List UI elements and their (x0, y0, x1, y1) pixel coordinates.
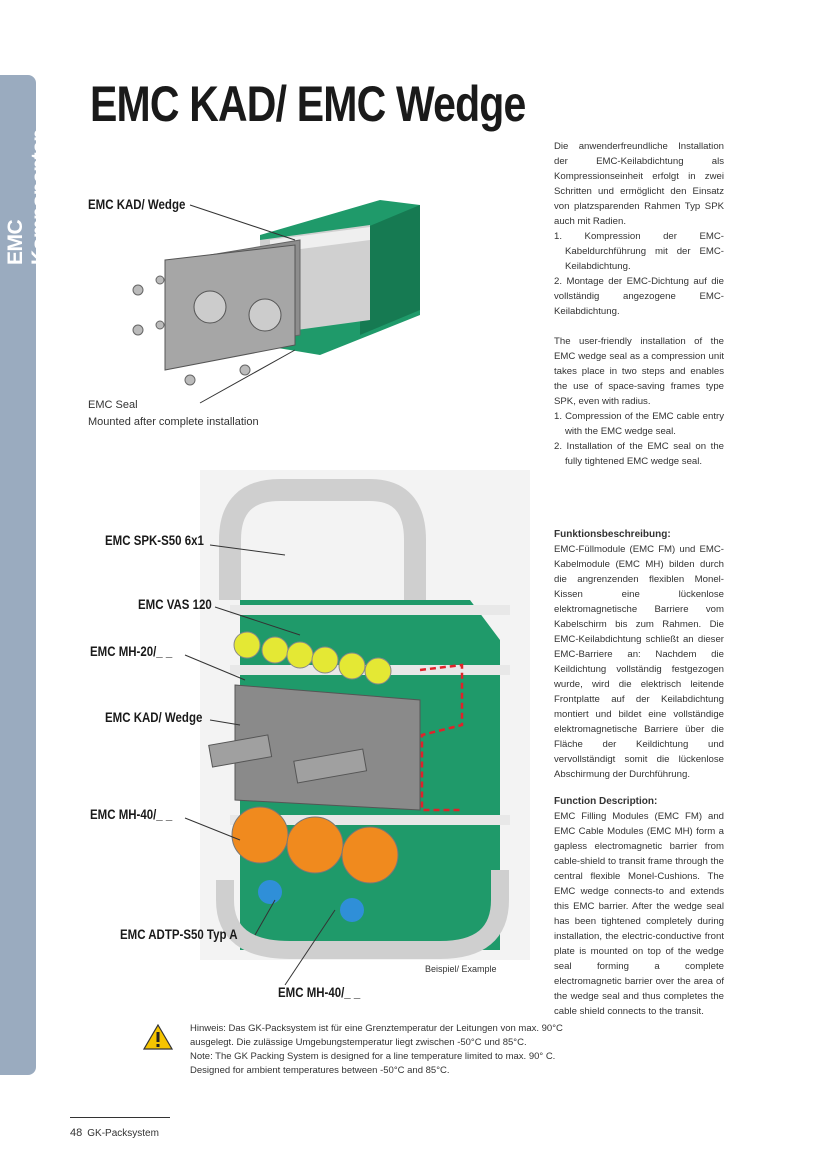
note-line-3: Note: The GK Packing System is designed for a line temperature limited to max. 90° C. (190, 1051, 556, 1062)
function-en-text: EMC Filling Modules (EMC FM) and EMC Cable Modules (EMC MH) form a gapless electromagnetic barrier from cable-shield to transit frame through the central flexible Monel-Cushions. The EMC wedge connects-to and extends this EMC barrier. After the wedge seal has been tightened completely during installation, the electric-conductive front plate is mounted on top of the wedge seal forming a complete electromagnetic barrier over the area of the wedge seal and thus completes the cable shield connects to the transit. (554, 811, 724, 1017)
function-de-text: EMC-Füllmodule (EMC FM) und EMC-Kabelmodule (EMC MH) bilden durch die angrenzenden flexiblen Monel-Kissen eine lückenlose elektromagnetische Barriere vom Kabelschirm bis zum Rahmen. Die EMC-Keilabdichtung schließt an dieser EMC-Barriere an: Nachdem die Keildichtung vollständig festgezogen wurde, wird die elektrisch leitende Frontplatte auf der Keilabdichtung montiert und bildet eine vollständige elektromagnetische Barriere über die Fläche der Keildichtung und vervollständigt somit die lückenlose Abschirmung der Durchführung. (554, 544, 724, 780)
transit-assembly-illustration (200, 470, 530, 960)
figure-caption: Beispiel/ Example (425, 964, 497, 974)
intro-en-step-2: 2. Installation of the EMC seal on the fully tightened EMC wedge seal. (554, 441, 724, 467)
label-emc-seal (88, 397, 259, 431)
footer (70, 1127, 159, 1139)
intro-en (554, 334, 724, 469)
note-line-1: Hinweis: Das GK-Packsystem ist für eine Grenztemperatur der Leitungen von max. 90°C (190, 1023, 563, 1034)
function-en-heading: Function Description: (554, 796, 658, 807)
intro-en-step-1: 1. Compression of the EMC cable entry with the EMC wedge seal. (554, 411, 724, 437)
label-emc-spk-s50: EMC SPK-S50 6x1 (105, 533, 204, 548)
warning-icon (143, 1024, 173, 1050)
note-line-2: ausgelegt. Die zulässige Umgebungstemperatur liegt zwischen -50°C und 85°C. (190, 1037, 527, 1048)
label-emc-seal-line2: Mounted after complete installation (88, 416, 259, 428)
page-number: 48 (70, 1127, 83, 1139)
label-emc-seal-line1: EMC Seal (88, 399, 138, 411)
note-line-4: Designed for ambient temperatures between -50°C and 85°C. (190, 1065, 450, 1076)
footer-text: GK-Packsystem (87, 1128, 159, 1139)
side-tab (0, 75, 51, 1075)
label-emc-vas-120: EMC VAS 120 (138, 597, 212, 612)
function-de (554, 527, 724, 782)
label-emc-mh-40-bottom: EMC MH-40/_ _ (278, 985, 361, 1000)
wedge-exploded-illustration (120, 195, 540, 395)
footer-divider (70, 1117, 170, 1118)
intro-de-step-2: 2. Montage der EMC-Dichtung auf die vollständig angezogene EMC-Keilabdichtung. (554, 276, 724, 317)
label-emc-adtp-s50: EMC ADTP-S50 Typ A (120, 927, 238, 942)
seal-leader-line (190, 345, 310, 405)
page-title: EMC KAD/ EMC Wedge (90, 76, 526, 132)
right-column (554, 139, 724, 1019)
side-tab-label: EMC Komponenten (4, 129, 51, 265)
label-emc-kad-wedge-top: EMC KAD/ Wedge (88, 197, 186, 212)
label-emc-mh-20: EMC MH-20/_ _ (90, 644, 173, 659)
label-emc-kad-wedge: EMC KAD/ Wedge (105, 710, 203, 725)
temperature-note (190, 1022, 563, 1078)
intro-de-step-1: 1. Kompression der EMC-Kabeldurchführung mit der EMC-Keilabdichtung. (554, 231, 724, 272)
intro-en-paragraph: The user-friendly installation of the EMC wedge seal as a compression unit takes place in two steps and enables the use of space-saving frames type SPK, even with radius. (554, 336, 724, 407)
intro-de-paragraph: Die anwenderfreundliche Installation der EMC-Keilabdichtung als Kompressionseinheit erfolgt in zwei Schritten und ermöglicht den Einsatz von platzsparenden Rahmen Typ SPK auch mit Radien. (554, 141, 724, 227)
function-en (554, 794, 724, 1019)
intro-de (554, 139, 724, 319)
label-emc-mh-40: EMC MH-40/_ _ (90, 807, 173, 822)
function-de-heading: Funktionsbeschreibung: (554, 529, 671, 540)
